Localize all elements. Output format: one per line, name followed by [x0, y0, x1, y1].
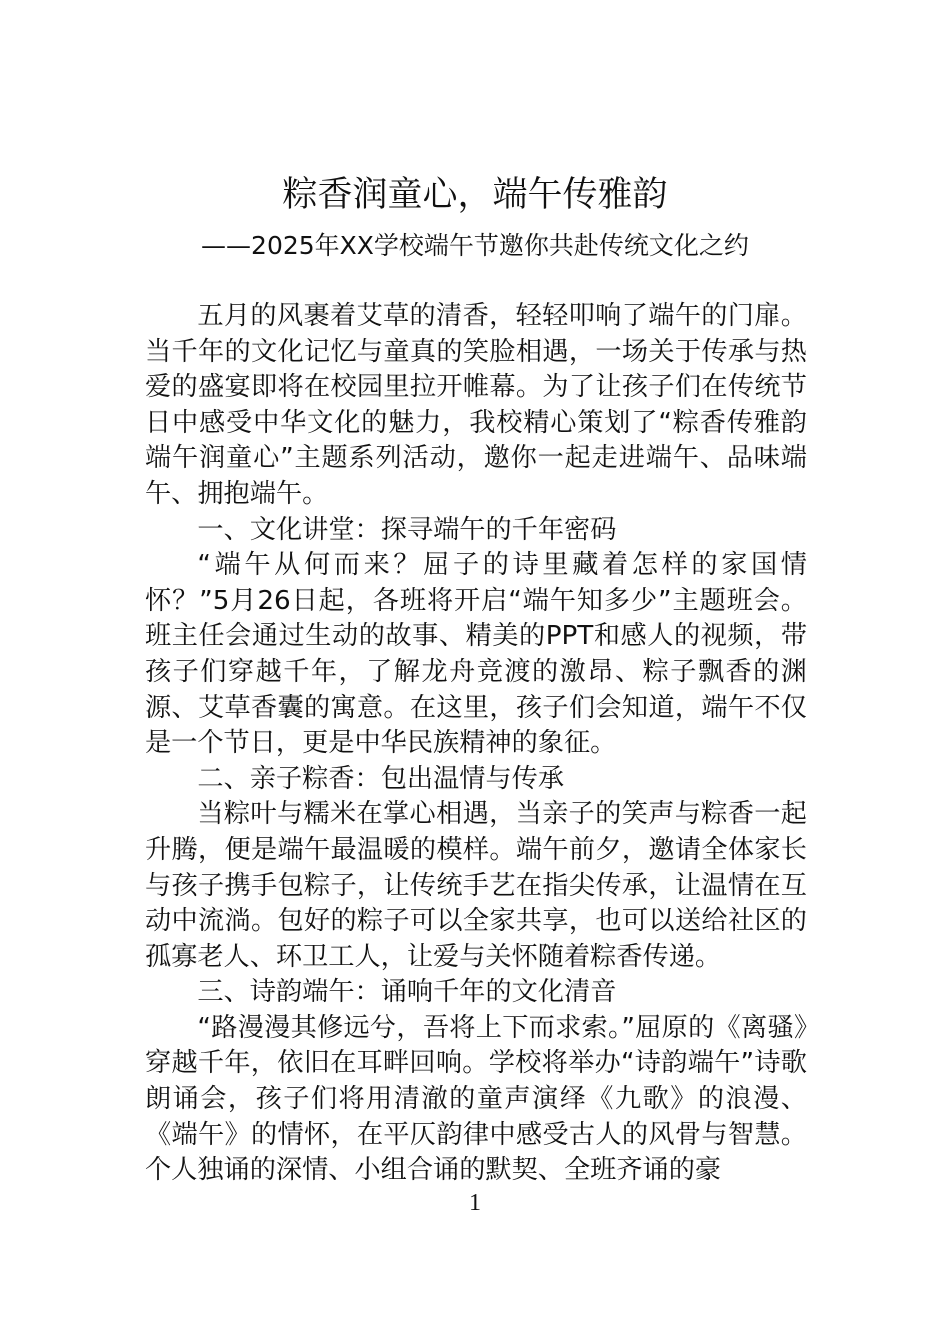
- section-heading-2: 二、亲子粽香：包出温情与传承: [197, 763, 565, 794]
- document-body: [145, 299, 807, 1189]
- section-paragraph-2: 当粽叶与糯米在掌心相遇，当亲子的笑声与粽香一起升腾，便是端午最温暖的模样。端午前夕，邀请全体家长与孩子携手包粽子，让传统手艺在指尖传承，让温情在互动中流淌。包好的粽子可以全家共享，也可以送给社区的孤寡老人、环卫工人，让爱与关怀随着粽香传递。: [145, 799, 807, 972]
- section-heading-3: 三、诗韵端午：诵响千年的文化清音: [197, 977, 617, 1008]
- intro-paragraph: 五月的风裹着艾草的清香，轻轻叩响了端午的门扉。当千年的文化记忆与童真的笑脸相遇，一场关于传承与热爱的盛宴即将在校园里拉开帷幕。为了让孩子们在传统节日中感受中华文化的魅力，我校精心策划了“粽香传雅韵 端午润童心”主题系列活动，邀你一起走进端午、品味端午、拥抱端午。: [145, 301, 807, 509]
- section-heading-1: 一、文化讲堂：探寻端午的千年密码: [197, 514, 617, 545]
- page-number: 1: [469, 1190, 481, 1216]
- section-paragraph-3: “路漫漫其修远兮，吾将上下而求索。”屈原的《离骚》穿越千年，依旧在耳畔回响。学校将举办“诗韵端午”诗歌朗诵会，孩子们将用清澈的童声演绎《九歌》的浪漫、《端午》的情怀，在平仄韵律中感受古人的风骨与智慧。个人独诵的深情、小组合诵的默契、全班齐诵的豪: [145, 1012, 807, 1186]
- document-subtitle: ——2025年XX学校端午节邀你共赴传统文化之约: [201, 231, 749, 260]
- document-title: 粽香润童心，端午传雅韵: [282, 175, 668, 215]
- section-paragraph-1: “端午从何而来？屈子的诗里藏着怎样的家国情怀？”5月26日起，各班将开启“端午知多少”主题班会。班主任会通过生动的故事、精美的PPT和感人的视频，带孩子们穿越千年，了解龙舟竞渡的激昂、粽子飘香的渊源、艾草香囊的寓意。在这里，孩子们会知道，端午不仅是一个节日，更是中华民族精神的象征。: [145, 550, 807, 759]
